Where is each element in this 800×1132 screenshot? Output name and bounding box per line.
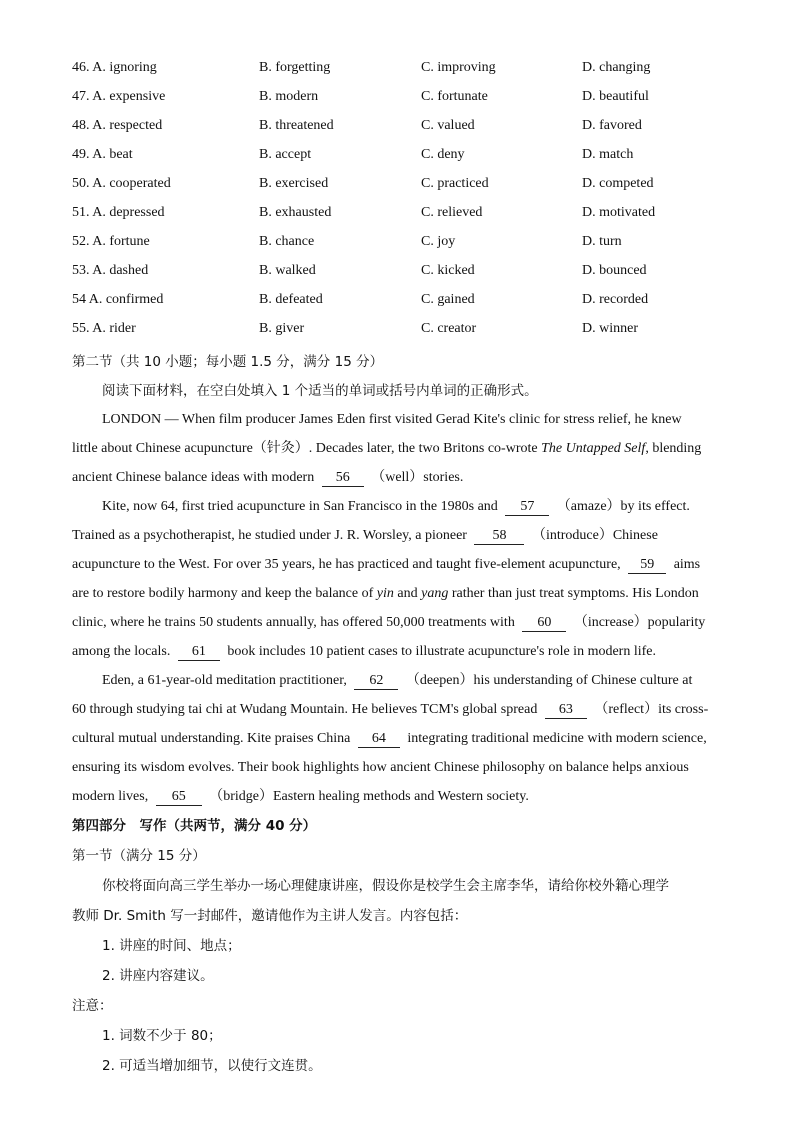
passage-text: Eden, a 61-year-old meditation practitioner, bbox=[102, 673, 347, 688]
blank-59[interactable]: 59 bbox=[628, 556, 666, 574]
note-label: 注意： bbox=[72, 998, 113, 1014]
passage-text: clinic, where he trains 50 students annually, has offered 50,000 treatments with bbox=[72, 615, 515, 630]
blank-57[interactable]: 57 bbox=[505, 498, 549, 516]
option-a[interactable]: 49. A. beat bbox=[72, 147, 133, 162]
passage-text: （increase）popularity bbox=[573, 615, 706, 630]
blank-65[interactable]: 65 bbox=[156, 788, 202, 806]
passage-text: （well）stories. bbox=[371, 470, 464, 485]
blank-61[interactable]: 61 bbox=[178, 643, 220, 661]
note-item: 1. 词数不少于 80； bbox=[102, 1028, 222, 1044]
passage-text: ensuring its wisdom evolves. Their book highlights how ancient Chinese philosophy on balance helps anxious bbox=[72, 760, 689, 775]
option-b[interactable]: B. modern bbox=[259, 89, 319, 104]
passage-text: book includes 10 patient cases to illustrate acupuncture's role in modern life. bbox=[227, 644, 656, 659]
passage-text: LONDON — When film producer James Eden first visited Gerad Kite's clinic for stress relief, he knew bbox=[102, 412, 682, 427]
option-d[interactable]: D. motivated bbox=[582, 205, 656, 220]
option-row bbox=[0, 147, 800, 175]
option-c[interactable]: C. valued bbox=[421, 118, 475, 133]
option-d[interactable]: D. recorded bbox=[582, 292, 649, 307]
passage-text: （deepen）his understanding of Chinese culture at bbox=[405, 673, 693, 688]
passage-text: 60 through studying tai chi at Wudang Mountain. He believes TCM's global spread bbox=[72, 702, 538, 717]
passage-text: acupuncture to the West. For over 35 years, he has practiced and taught five-element acupuncture, bbox=[72, 557, 621, 572]
passage-line bbox=[72, 642, 732, 662]
passage-line bbox=[72, 439, 732, 459]
option-a[interactable]: 47. A. expensive bbox=[72, 89, 166, 104]
option-b[interactable]: B. giver bbox=[259, 321, 305, 336]
option-a[interactable]: 55. A. rider bbox=[72, 321, 136, 336]
option-a[interactable]: 46. A. ignoring bbox=[72, 60, 157, 75]
term-yin: yin bbox=[376, 586, 394, 601]
option-b[interactable]: B. exercised bbox=[259, 176, 329, 191]
passage-line bbox=[72, 758, 732, 778]
option-d[interactable]: D. winner bbox=[582, 321, 638, 336]
option-b[interactable]: B. exhausted bbox=[259, 205, 332, 220]
passage-line bbox=[72, 555, 732, 575]
option-a[interactable]: 54 A. confirmed bbox=[72, 292, 164, 307]
passage-line bbox=[72, 584, 732, 604]
option-row bbox=[0, 118, 800, 146]
option-c[interactable]: C. kicked bbox=[421, 263, 475, 278]
passage-line bbox=[72, 729, 732, 749]
passage-text: （amaze）by its effect. bbox=[556, 499, 690, 514]
option-c[interactable]: C. creator bbox=[421, 321, 477, 336]
task-item: 2. 讲座内容建议。 bbox=[102, 968, 214, 984]
option-b[interactable]: B. defeated bbox=[259, 292, 323, 307]
option-row bbox=[0, 60, 800, 88]
option-row bbox=[0, 321, 800, 349]
passage-text: （bridge）Eastern healing methods and Western society. bbox=[209, 789, 529, 804]
passage-text: Kite, now 64, first tried acupuncture in San Francisco in the 1980s and bbox=[102, 499, 498, 514]
task-text: 你校将面向高三学生举办一场心理健康讲座，假设你是校学生会主席李华，请给你校外籍心理学 bbox=[102, 878, 669, 894]
passage-text: cultural mutual understanding. Kite praises China bbox=[72, 731, 351, 746]
option-d[interactable]: D. favored bbox=[582, 118, 642, 133]
option-d[interactable]: D. match bbox=[582, 147, 634, 162]
passage-text: , blending bbox=[645, 441, 702, 456]
passage-line bbox=[72, 613, 732, 633]
blank-62[interactable]: 62 bbox=[354, 672, 398, 690]
option-a[interactable]: 51. A. depressed bbox=[72, 205, 165, 220]
passage-text: （introduce）Chinese bbox=[531, 528, 658, 543]
option-b[interactable]: B. walked bbox=[259, 263, 316, 278]
passage-text: little about Chinese acupuncture（针灸）. Decades later, the two Britons co-wrote bbox=[72, 441, 542, 456]
passage-line bbox=[102, 671, 762, 691]
blank-56[interactable]: 56 bbox=[322, 469, 364, 487]
option-row bbox=[0, 292, 800, 320]
part4-heading: 第四部分 写作（共两节，满分 40 分） bbox=[72, 818, 317, 834]
option-d[interactable]: D. changing bbox=[582, 60, 651, 75]
passage-text: （reflect）its cross- bbox=[594, 702, 709, 717]
option-a[interactable]: 52. A. fortune bbox=[72, 234, 150, 249]
option-row bbox=[0, 89, 800, 117]
option-c[interactable]: C. gained bbox=[421, 292, 475, 307]
option-d[interactable]: D. bounced bbox=[582, 263, 647, 278]
option-b[interactable]: B. forgetting bbox=[259, 60, 331, 75]
passage-text: aims bbox=[673, 557, 701, 572]
blank-58[interactable]: 58 bbox=[474, 527, 524, 545]
option-b[interactable]: B. accept bbox=[259, 147, 312, 162]
note-item: 2. 可适当增加细节，以使行文连贯。 bbox=[102, 1058, 322, 1074]
passage-line bbox=[72, 468, 732, 488]
passage-text: ancient Chinese balance ideas with modern bbox=[72, 470, 315, 485]
task-text: 教师 Dr. Smith 写一封邮件，邀请他作为主讲人发言。内容包括： bbox=[72, 908, 468, 924]
passage-text: and bbox=[393, 586, 422, 601]
option-c[interactable]: C. fortunate bbox=[421, 89, 488, 104]
blank-64[interactable]: 64 bbox=[358, 730, 400, 748]
passage-line bbox=[72, 700, 732, 720]
option-b[interactable]: B. chance bbox=[259, 234, 315, 249]
passage-line bbox=[102, 497, 762, 517]
passage-text: integrating traditional medicine with modern science, bbox=[407, 731, 707, 746]
option-c[interactable]: C. improving bbox=[421, 60, 496, 75]
passage-line bbox=[72, 787, 732, 807]
option-row bbox=[0, 263, 800, 291]
blank-63[interactable]: 63 bbox=[545, 701, 587, 719]
option-d[interactable]: D. beautiful bbox=[582, 89, 649, 104]
option-a[interactable]: 48. A. respected bbox=[72, 118, 163, 133]
blank-60[interactable]: 60 bbox=[522, 614, 566, 632]
term-yang: yang bbox=[421, 586, 449, 601]
option-row bbox=[0, 234, 800, 262]
section-instruction: 阅读下面材料，在空白处填入 1 个适当的单词或括号内单词的正确形式。 bbox=[102, 383, 538, 399]
option-c[interactable]: C. relieved bbox=[421, 205, 483, 220]
option-d[interactable]: D. turn bbox=[582, 234, 622, 249]
passage-text: modern lives, bbox=[72, 789, 149, 804]
passage-text: among the locals. bbox=[72, 644, 171, 659]
passage-text: rather than just treat symptoms. His London bbox=[448, 586, 699, 601]
passage-line bbox=[72, 526, 732, 546]
part4-subheading: 第一节（满分 15 分） bbox=[72, 848, 206, 864]
option-row bbox=[0, 205, 800, 233]
option-row bbox=[0, 176, 800, 204]
option-d[interactable]: D. competed bbox=[582, 176, 654, 191]
section-heading: 第二节（共 10 小题；每小题 1.5 分，满分 15 分） bbox=[72, 354, 384, 370]
option-b[interactable]: B. threatened bbox=[259, 118, 334, 133]
option-c[interactable]: C. practiced bbox=[421, 176, 489, 191]
task-item: 1. 讲座的时间、地点； bbox=[102, 938, 241, 954]
option-c[interactable]: C. deny bbox=[421, 147, 465, 162]
book-title: The Untapped Self bbox=[541, 441, 646, 456]
passage-text: are to restore bodily harmony and keep the balance of bbox=[72, 586, 377, 601]
passage-text: Trained as a psychotherapist, he studied under J. R. Worsley, a pioneer bbox=[72, 528, 467, 543]
option-a[interactable]: 53. A. dashed bbox=[72, 263, 149, 278]
option-a[interactable]: 50. A. cooperated bbox=[72, 176, 171, 191]
passage-line bbox=[102, 410, 732, 430]
option-c[interactable]: C. joy bbox=[421, 234, 456, 249]
